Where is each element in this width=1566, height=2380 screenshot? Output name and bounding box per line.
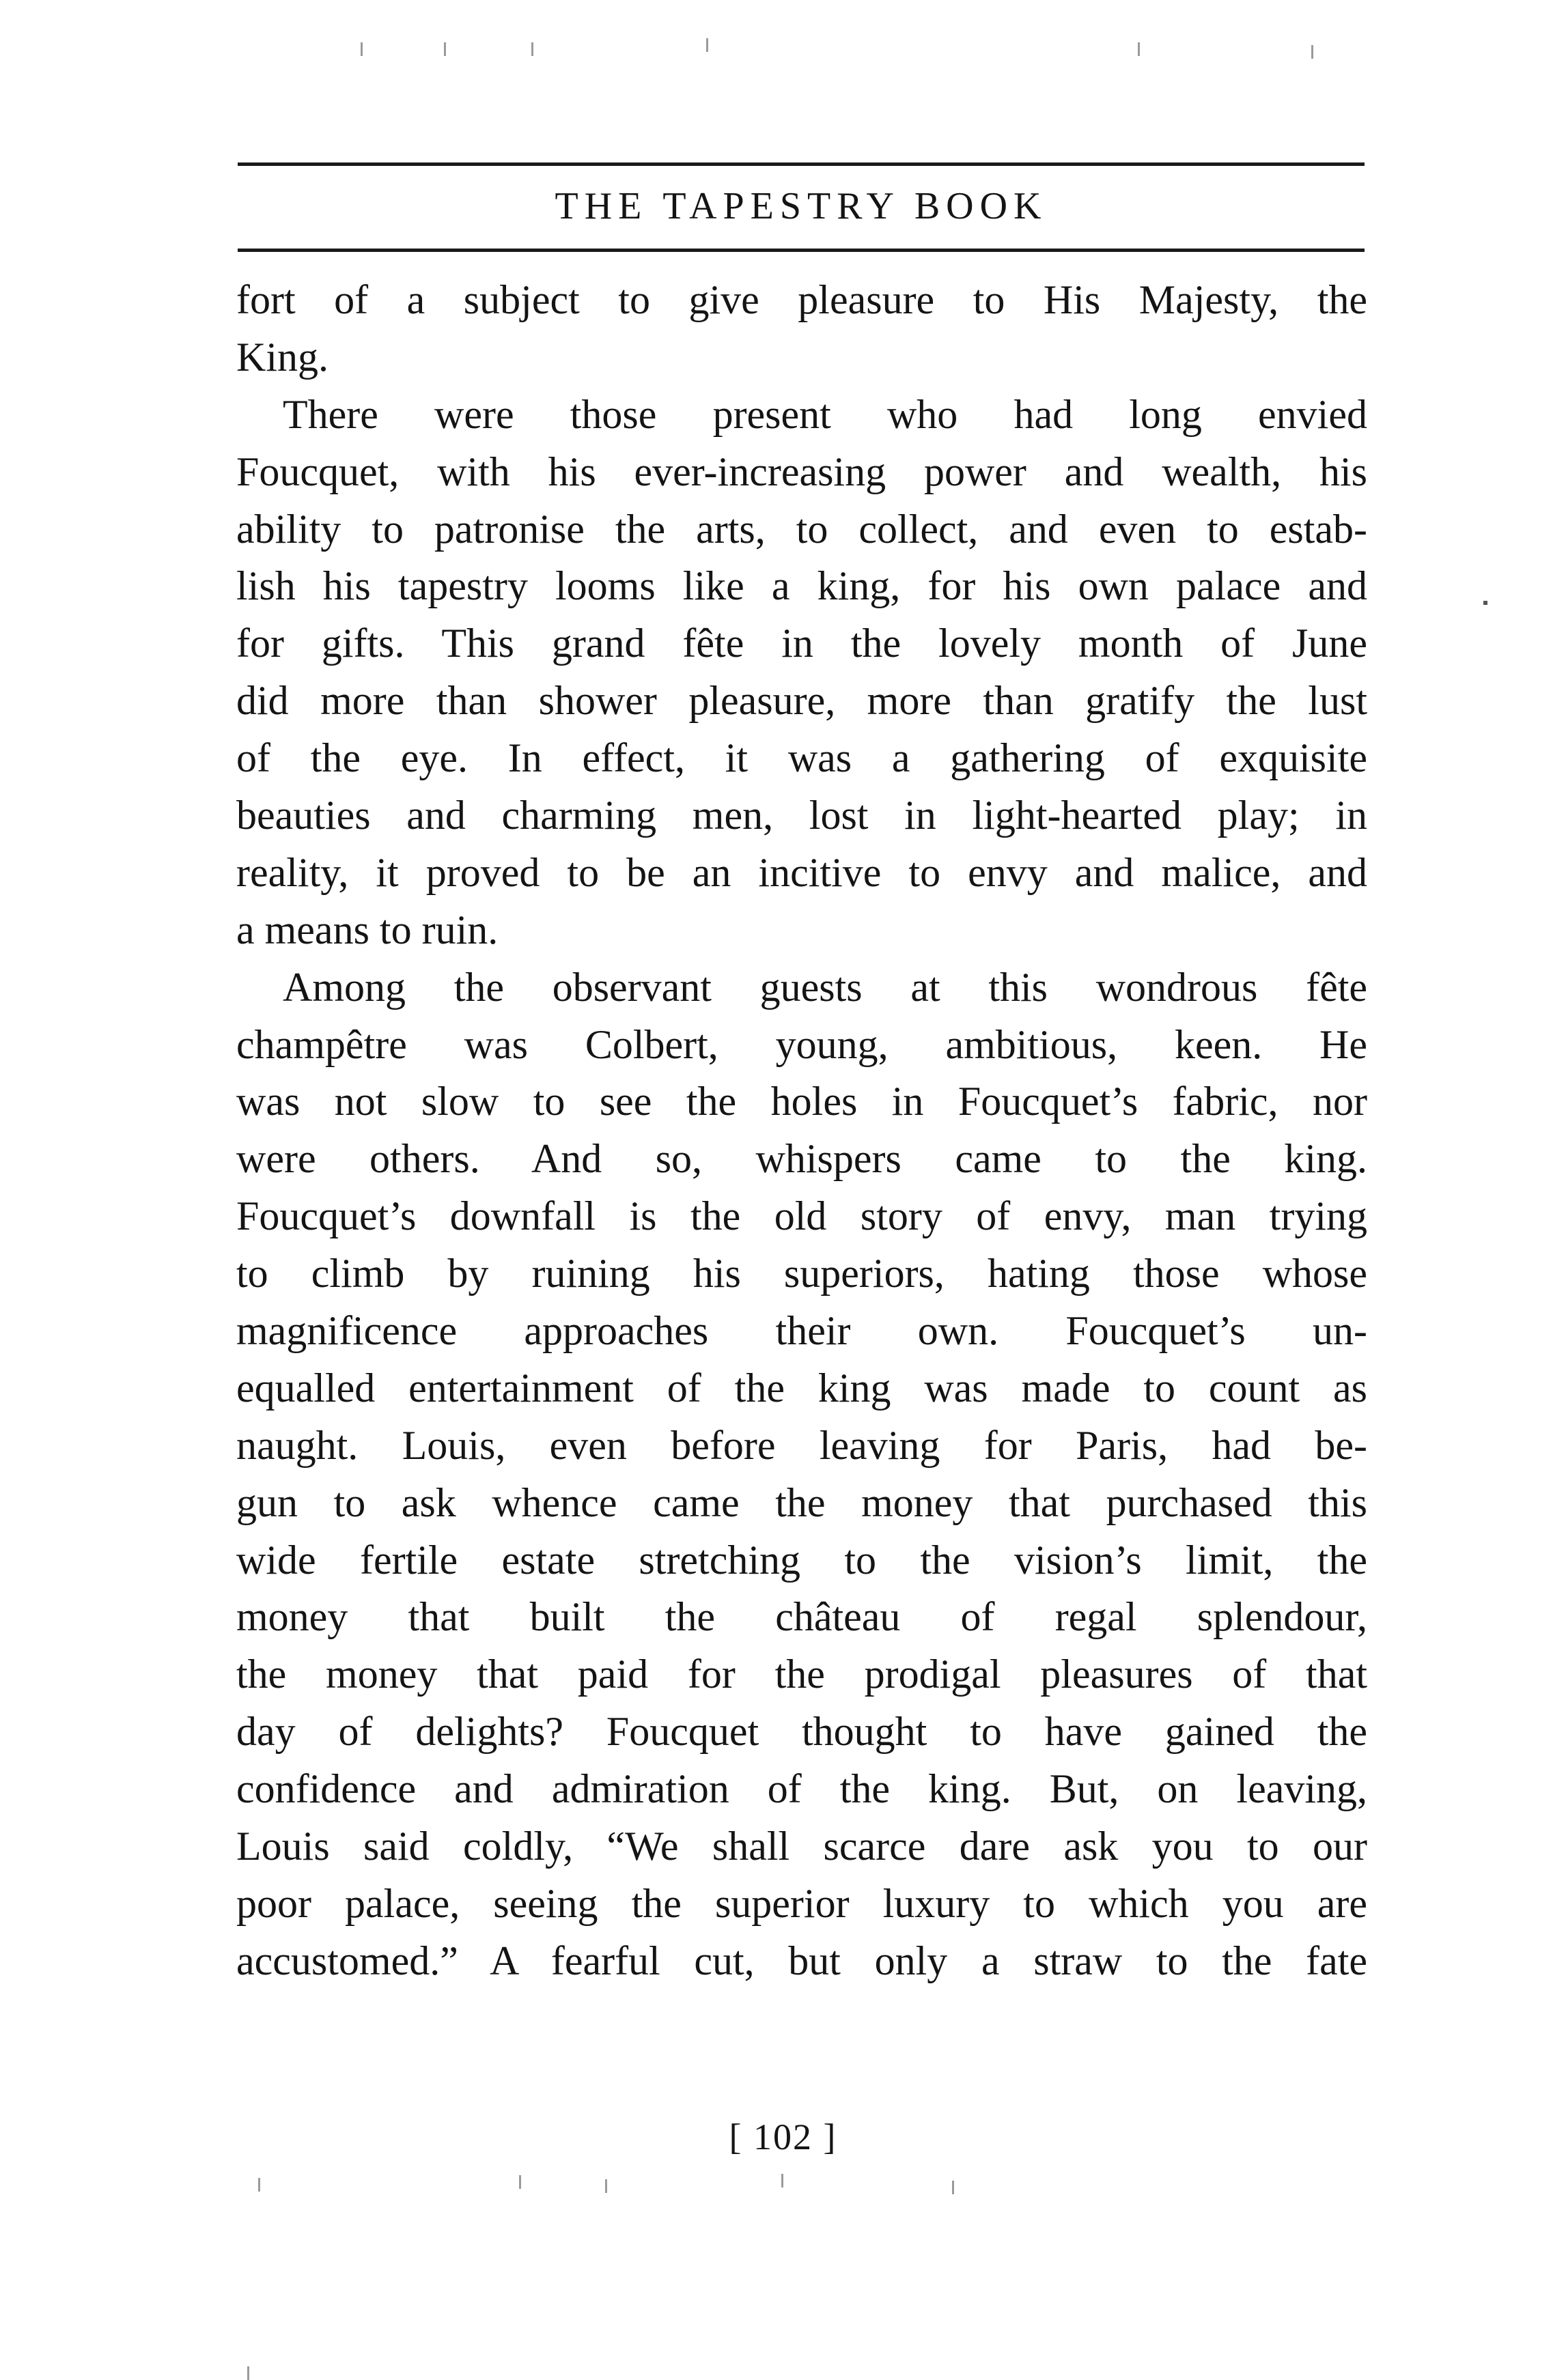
scan-speck [1483, 601, 1487, 605]
scan-speck [519, 2175, 521, 2189]
text-line: wide fertile estate stretching to the vision’s limit, the [236, 1537, 1367, 1583]
text-line: Among the observant guests at this wondrous fête [283, 964, 1367, 1010]
text-line: reality, it proved to be an incitive to envy and malice, and [236, 849, 1367, 895]
scan-speck [444, 42, 446, 56]
scan-speck [361, 42, 363, 56]
text-line: accustomed.” A fearful cut, but only a straw to the fate [236, 1938, 1367, 1983]
text-line: were others. And so, whispers came to the king. [236, 1136, 1367, 1182]
text-line: ability to patronise the arts, to collect, and even to estab- [236, 506, 1367, 552]
scan-speck [258, 2178, 260, 2192]
header-rule-top [238, 162, 1365, 166]
text-line: lish his tapestry looms like a king, for his own palace and [236, 563, 1367, 609]
text-line: poor palace, seeing the superior luxury to which you are [236, 1880, 1367, 1926]
scan-speck [952, 2181, 954, 2194]
text-line: beauties and charming men, lost in light-hearted play; in [236, 793, 1367, 838]
text-line: a means to ruin. [236, 907, 499, 952]
text-line: Foucquet, with his ever-increasing power and wealth, his [236, 449, 1367, 494]
text-line: There were those present who had long envied [283, 391, 1367, 437]
scan-speck [781, 2174, 783, 2187]
text-line: King. [236, 334, 328, 380]
text-line: fort of a subject to give pleasure to His Majesty, the [236, 277, 1367, 322]
text-line: the money that paid for the prodigal pleasures of that [236, 1652, 1367, 1697]
text-line: Foucquet’s downfall is the old story of envy, man trying [236, 1193, 1367, 1239]
text-line: champêtre was Colbert, young, ambitious, keen. He [236, 1021, 1367, 1067]
text-line: naught. Louis, even before leaving for Paris, had be- [236, 1422, 1367, 1468]
paragraph [236, 272, 1367, 386]
scan-speck [247, 2366, 249, 2380]
text-line: day of delights? Foucquet thought to have gained the [236, 1709, 1367, 1755]
text-line: of the eye. In effect, it was a gathering of exquisite [236, 735, 1367, 781]
header-rule-bottom [238, 249, 1365, 252]
page-number: [ 102 ] [729, 2116, 837, 2157]
text-line: money that built the château of regal splendour, [236, 1594, 1367, 1640]
scan-speck [1311, 45, 1313, 59]
text-line: for gifts. This grand fête in the lovely month of June [236, 621, 1367, 666]
text-line: gun to ask whence came the money that purchased this [236, 1479, 1367, 1525]
text-line: magnificence approaches their own. Foucquet’s un- [236, 1308, 1367, 1354]
scan-speck [605, 2179, 607, 2193]
text-line: Louis said coldly, “We shall scarce dare ask you to our [236, 1824, 1367, 1869]
body-text [236, 272, 1367, 1990]
text-line: did more than shower pleasure, more than gratify the lust [236, 678, 1367, 724]
running-head: THE TAPESTRY BOOK [555, 185, 1048, 227]
text-line: confidence and admiration of the king. But, on leaving, [236, 1766, 1367, 1812]
text-line: was not slow to see the holes in Foucquet’s fabric, nor [236, 1079, 1367, 1124]
scan-speck [531, 42, 533, 56]
paragraph [236, 959, 1367, 1990]
scan-speck [1138, 42, 1140, 56]
text-line: to climb by ruining his superiors, hating those whose [236, 1251, 1367, 1297]
text-line: equalled entertainment of the king was made to count as [236, 1365, 1367, 1411]
paragraph [236, 386, 1367, 959]
scan-speck [706, 38, 708, 52]
